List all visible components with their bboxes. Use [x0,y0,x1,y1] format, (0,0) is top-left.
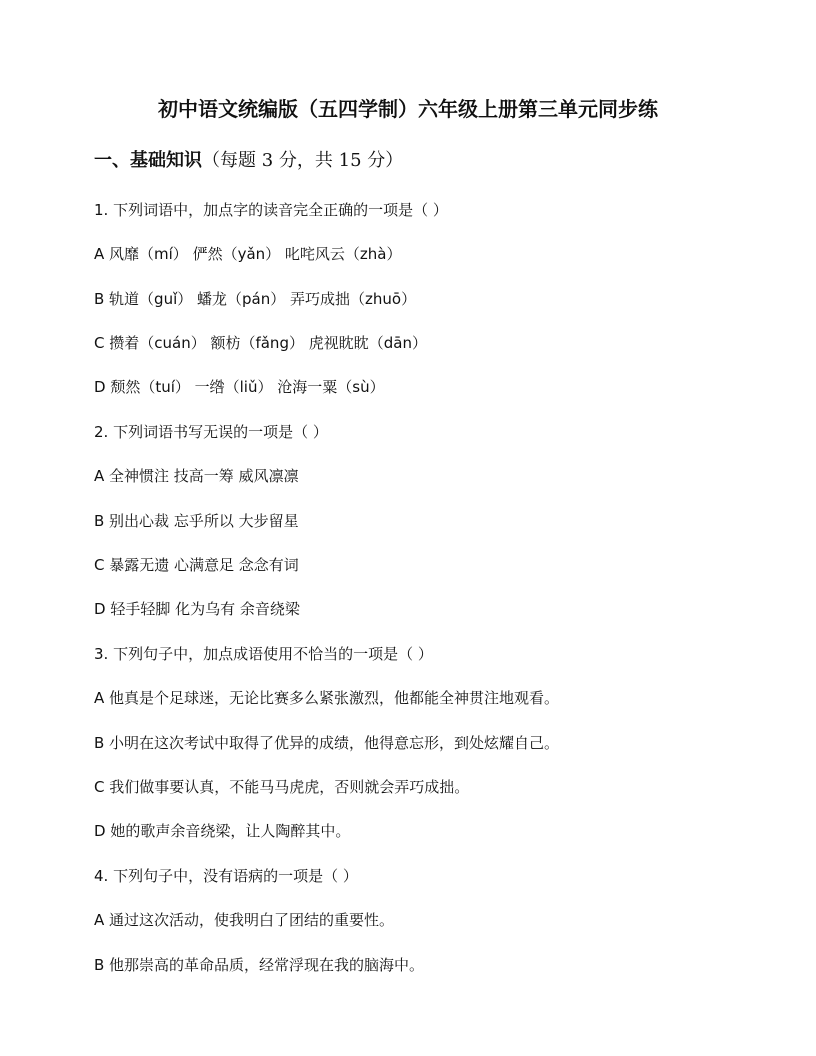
question-2-option-a: A 全神惯注 技高一筹 威风凛凛 [94,467,299,485]
question-3-option-d: D 她的歌声余音绕梁，让人陶醉其中。 [94,822,351,840]
question-4-option-b: B 他那崇高的革命品质，经常浮现在我的脑海中。 [94,956,425,974]
question-1-option-a: A 风靡（mí） 俨然（yǎn） 叱咤风云（zhà） [94,245,402,263]
question-3-stem: 3. 下列句子中，加点成语使用不恰当的一项是（ ） [94,645,433,663]
question-1-option-b: B 轨道（guǐ） 蟠龙（pán） 弄巧成拙（zhuō） [94,290,417,308]
question-1-option-c: C 攒着（cuán） 额枋（fǎng） 虎视眈眈（dān） [94,334,427,352]
question-3-option-c: C 我们做事要认真，不能马马虎虎，否则就会弄巧成拙。 [94,778,470,796]
section-label: 一、基础知识 [94,150,202,171]
question-1-stem: 1. 下列词语中，加点字的读音完全正确的一项是（ ） [94,201,448,219]
question-2-option-b: B 别出心裁 忘乎所以 大步留星 [94,512,299,530]
question-2-stem: 2. 下列词语书写无误的一项是（ ） [94,423,328,441]
question-3-option-a: A 他真是个足球迷，无论比赛多么紧张激烈，他都能全神贯注地观看。 [94,689,560,707]
question-4-option-a: A 通过这次活动，使我明白了团结的重要性。 [94,911,395,929]
question-4-stem: 4. 下列句子中，没有语病的一项是（ ） [94,867,358,885]
section-heading [94,148,403,174]
document-title: 初中语文统编版（五四学制）六年级上册第三单元同步练 [158,97,658,121]
question-2-option-d: D 轻手轻脚 化为乌有 余音绕梁 [94,600,300,618]
section-score-note: （每题 3 分，共 15 分） [202,150,404,171]
question-2-option-c: C 暴露无遗 心满意足 念念有词 [94,556,299,574]
question-3-option-b: B 小明在这次考试中取得了优异的成绩，他得意忘形，到处炫耀自己。 [94,734,560,752]
question-1-option-d: D 颓然（tuí） 一绺（liǔ） 沧海一粟（sù） [94,378,385,396]
